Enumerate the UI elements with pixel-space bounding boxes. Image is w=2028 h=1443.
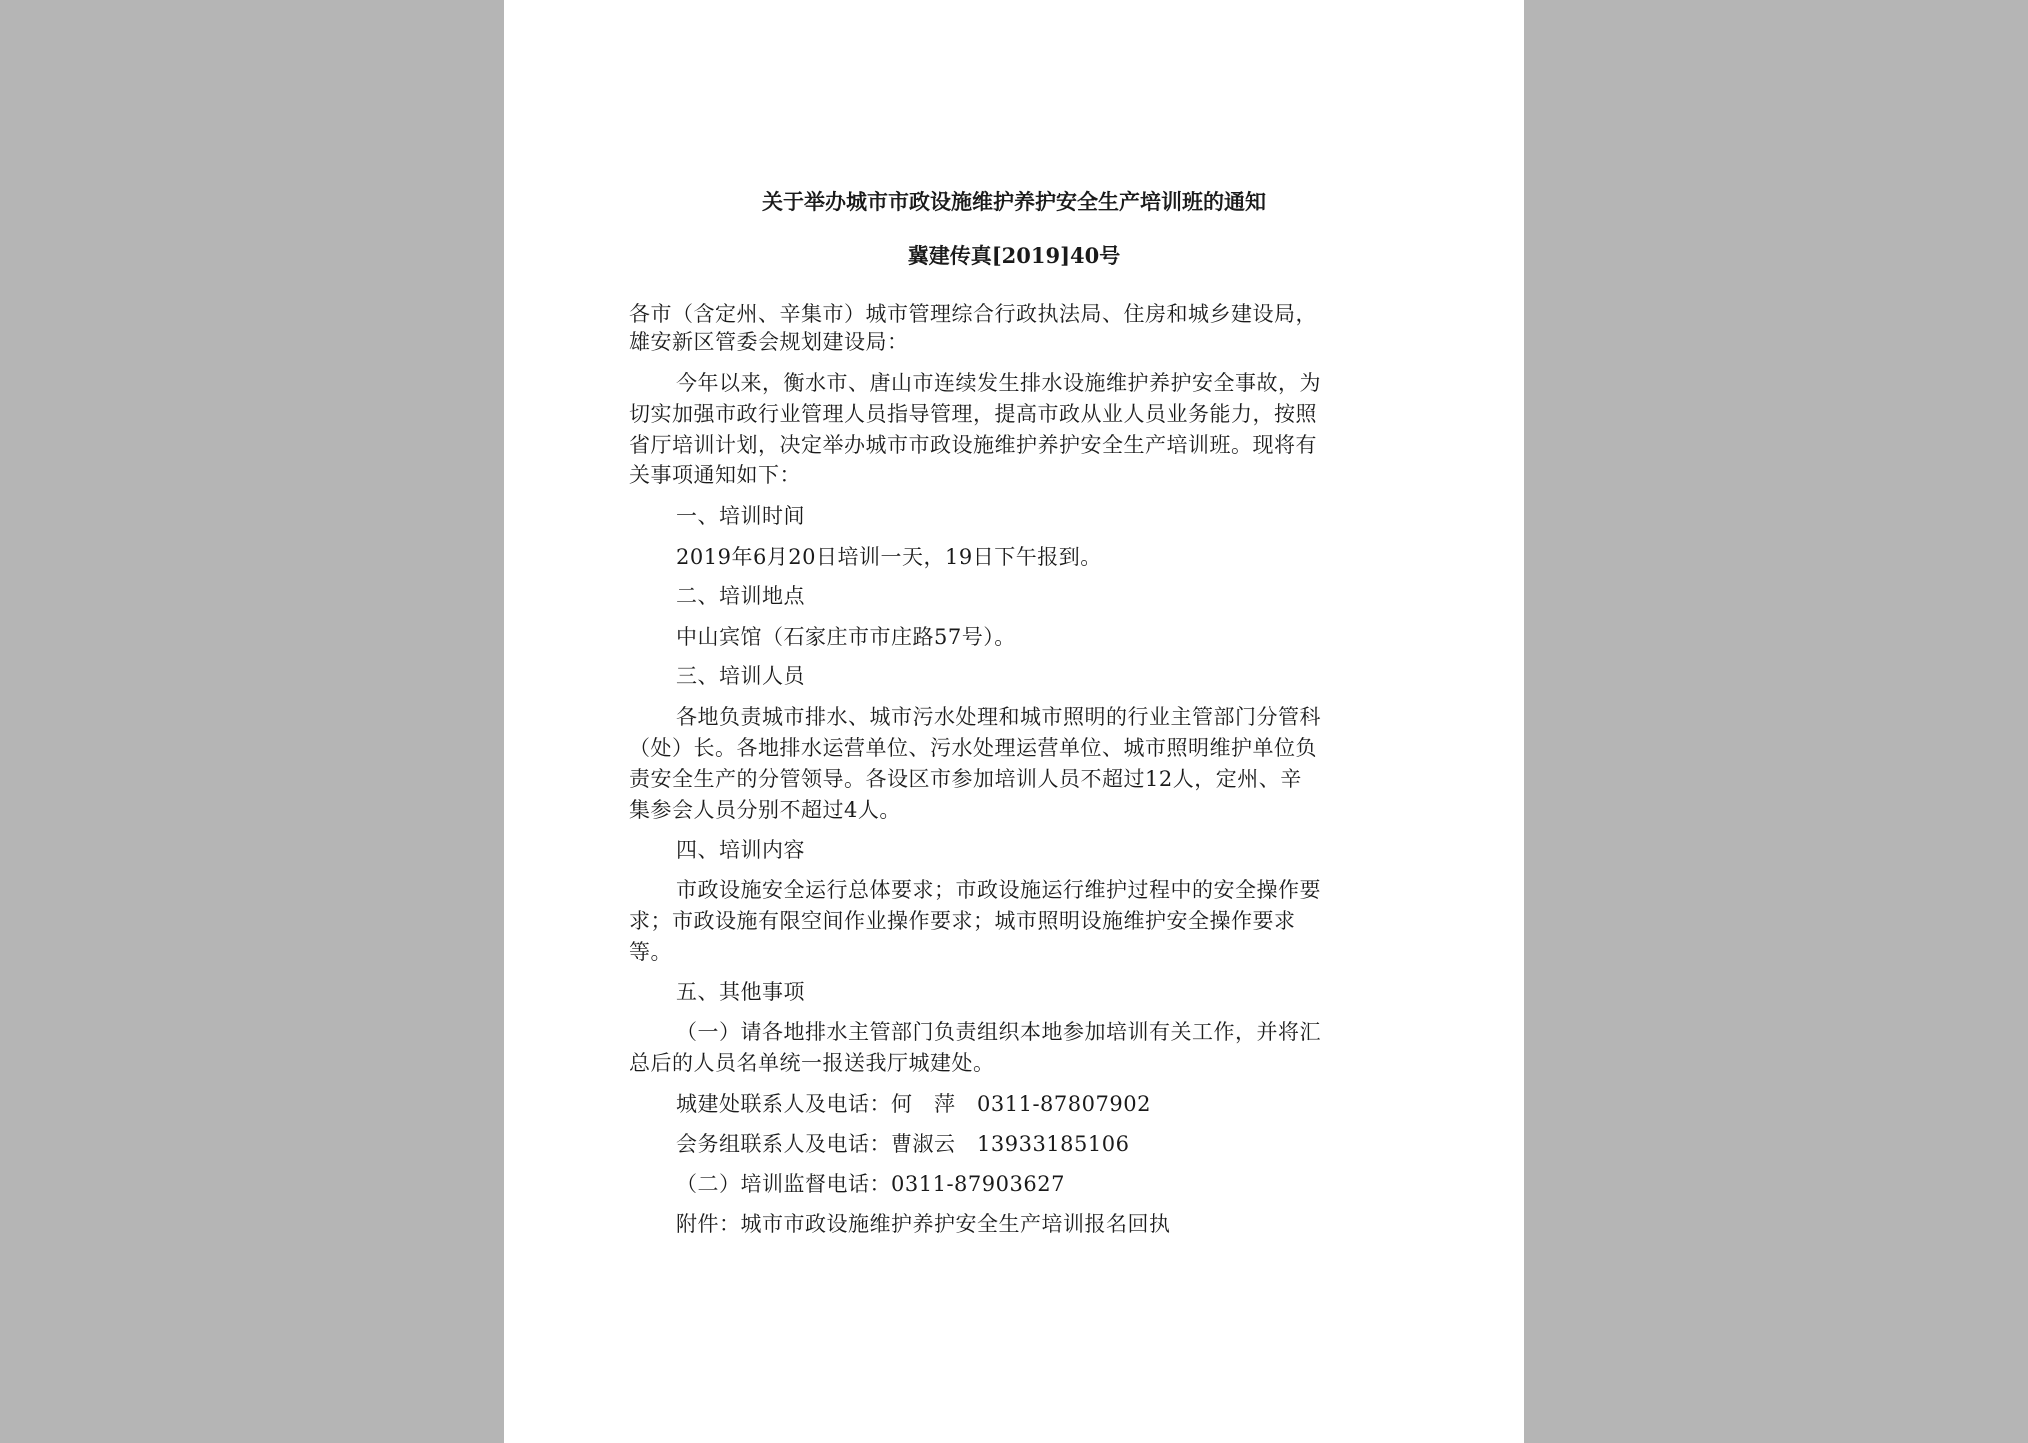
document-number: 冀建传真[2019]40号 <box>907 243 1121 268</box>
section-body-line: 等。 <box>629 940 672 964</box>
section-body-line: 集参会人员分别不超过4人。 <box>629 798 901 822</box>
section-heading: 一、培训时间 <box>676 504 805 528</box>
attachment-line: 附件：城市市政设施维护养护安全生产培训报名回执 <box>676 1212 1171 1236</box>
section-heading: 五、其他事项 <box>676 980 805 1004</box>
section-heading: 二、培训地点 <box>676 584 805 608</box>
contact-line: 城建处联系人及电话：何 萍 0311-87807902 <box>676 1092 1151 1116</box>
section-body: 2019年6月20日培训一天，19日下午报到。 <box>676 545 1102 569</box>
supervision-phone: （二）培训监督电话：0311-87903627 <box>676 1172 1065 1196</box>
document-title: 关于举办城市市政设施维护养护安全生产培训班的通知 <box>762 189 1266 214</box>
section-body-line: 各地负责城市排水、城市污水处理和城市照明的行业主管部门分管科 <box>676 705 1321 729</box>
intro-line: 省厅培训计划，决定举办城市市政设施维护养护安全生产培训班。现将有 <box>629 433 1317 457</box>
addressee-line: 各市（含定州、辛集市）城市管理综合行政执法局、住房和城乡建设局， <box>629 302 1317 326</box>
intro-line: 今年以来，衡水市、唐山市连续发生排水设施维护养护安全事故，为 <box>676 371 1321 395</box>
section-body-line: 责安全生产的分管领导。各设区市参加培训人员不超过12人，定州、辛 <box>629 767 1302 791</box>
section-body-line: （一）请各地排水主管部门负责组织本地参加培训有关工作，并将汇 <box>676 1020 1321 1044</box>
intro-line: 切实加强市政行业管理人员指导管理，提高市政从业人员业务能力，按照 <box>629 402 1317 426</box>
section-heading: 四、培训内容 <box>676 838 805 862</box>
section-body-line: 总后的人员名单统一报送我厅城建处。 <box>629 1051 995 1075</box>
section-heading: 三、培训人员 <box>676 664 805 688</box>
section-body-line: （处）长。各地排水运营单位、污水处理运营单位、城市照明维护单位负 <box>629 736 1317 760</box>
section-body: 中山宾馆（石家庄市市庄路57号）。 <box>676 625 1016 649</box>
section-body-line: 求；市政设施有限空间作业操作要求；城市照明设施维护安全操作要求 <box>629 909 1296 933</box>
section-body-line: 市政设施安全运行总体要求；市政设施运行维护过程中的安全操作要 <box>676 878 1321 902</box>
document-page <box>504 0 1524 1443</box>
contact-line: 会务组联系人及电话：曹淑云 13933185106 <box>676 1132 1130 1156</box>
intro-line: 关事项通知如下： <box>629 463 801 487</box>
addressee-line: 雄安新区管委会规划建设局： <box>629 330 909 354</box>
